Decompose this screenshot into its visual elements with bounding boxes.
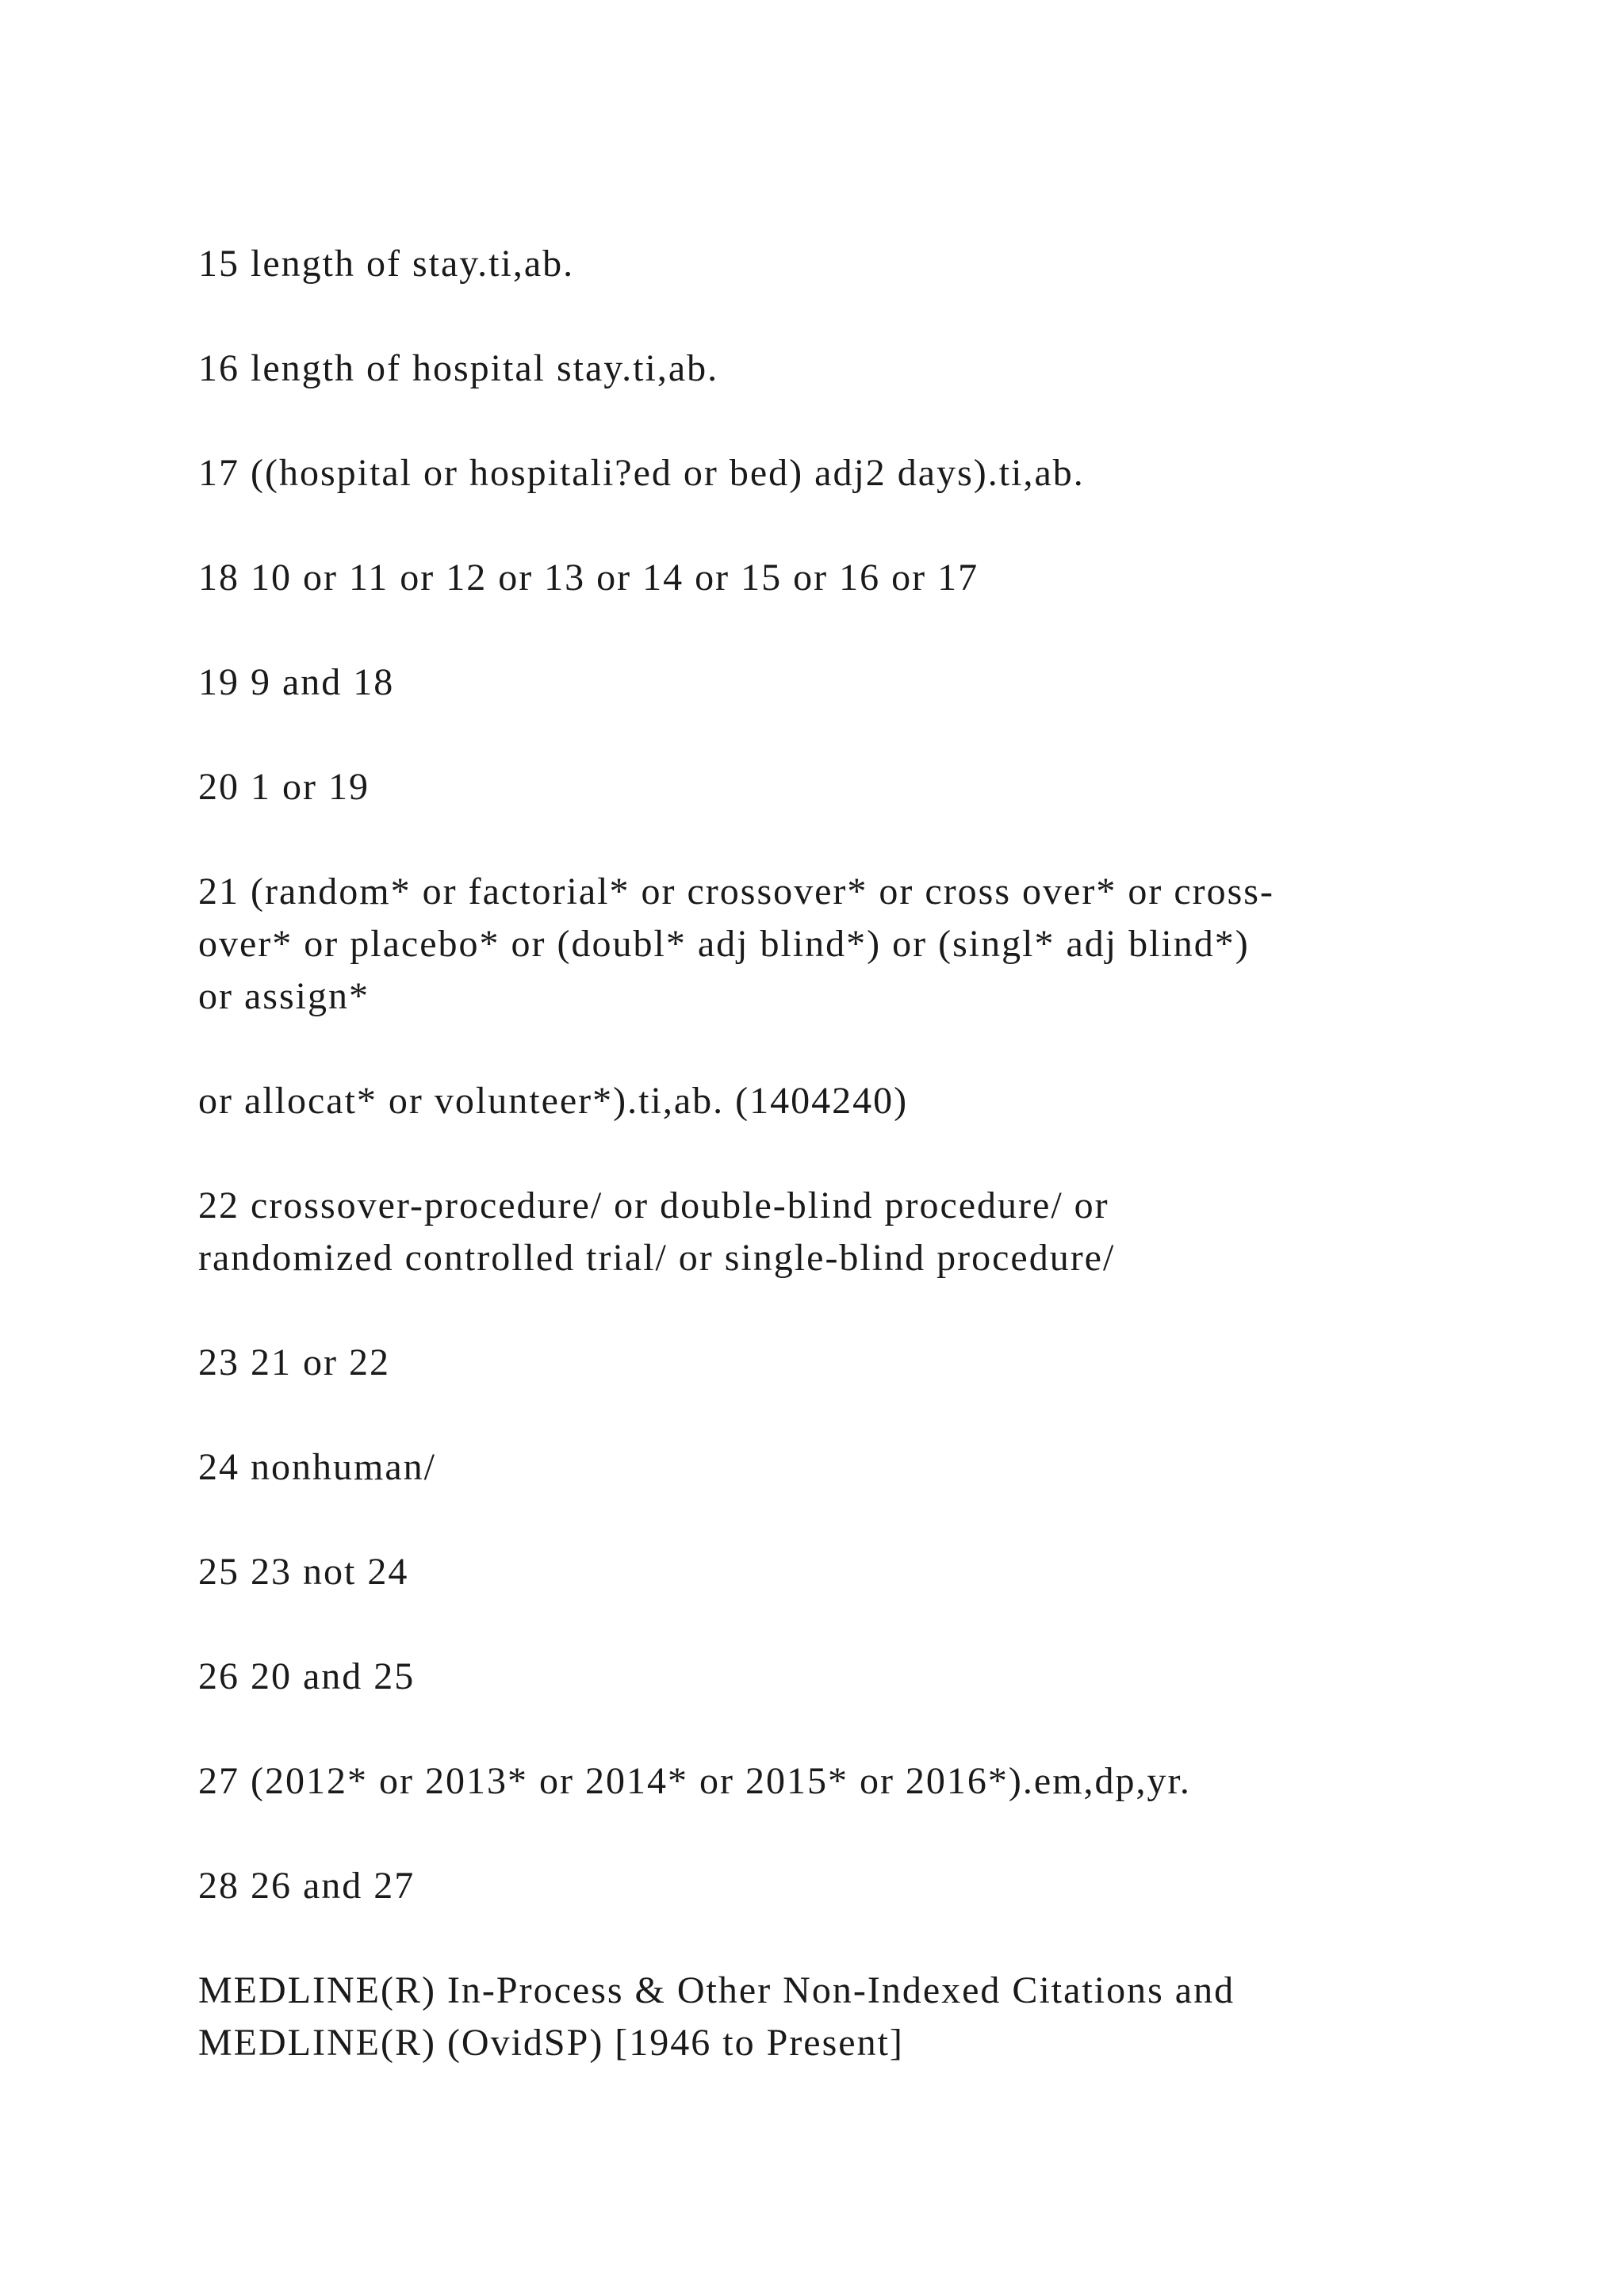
search-line-19: 19 9 and 18 xyxy=(198,661,395,703)
search-line-21-continued: or allocat* or volunteer*).ti,ab. (1404240) xyxy=(198,1080,909,1122)
search-line-16: 16 length of hospital stay.ti,ab. xyxy=(198,347,719,389)
search-line-15: 15 length of stay.ti,ab. xyxy=(198,243,575,285)
search-line-25: 25 23 not 24 xyxy=(198,1551,409,1593)
search-line-26: 26 20 and 25 xyxy=(198,1655,416,1697)
search-line-23: 23 21 or 22 xyxy=(198,1341,390,1383)
search-line-22: 22 crossover-procedure/ or double-blind procedure/ or randomized controlled trial/ or single-blind procedure/ xyxy=(198,1184,1116,1279)
search-strategy-text xyxy=(198,238,1499,2122)
database-heading: MEDLINE(R) In-Process & Other Non-Indexed Citations and MEDLINE(R) (OvidSP) [1946 to Present] xyxy=(198,1969,1235,2064)
search-line-27: 27 (2012* or 2013* or 2014* or 2015* or 2016*).em,dp,yr. xyxy=(198,1760,1191,1802)
search-line-20: 20 1 or 19 xyxy=(198,766,370,808)
search-line-21: 21 (random* or factorial* or crossover* or cross over* or cross- over* or placebo* or (doubl* adj blind*) or (singl* adj blind*) or assign* xyxy=(198,871,1274,1017)
search-line-24: 24 nonhuman/ xyxy=(198,1446,436,1488)
search-line-18: 18 10 or 11 or 12 or 13 or 14 or 15 or 16 or 17 xyxy=(198,557,979,599)
search-line-17: 17 ((hospital or hospitali?ed or bed) adj2 days).ti,ab. xyxy=(198,452,1085,494)
search-line-28: 28 26 and 27 xyxy=(198,1865,416,1907)
